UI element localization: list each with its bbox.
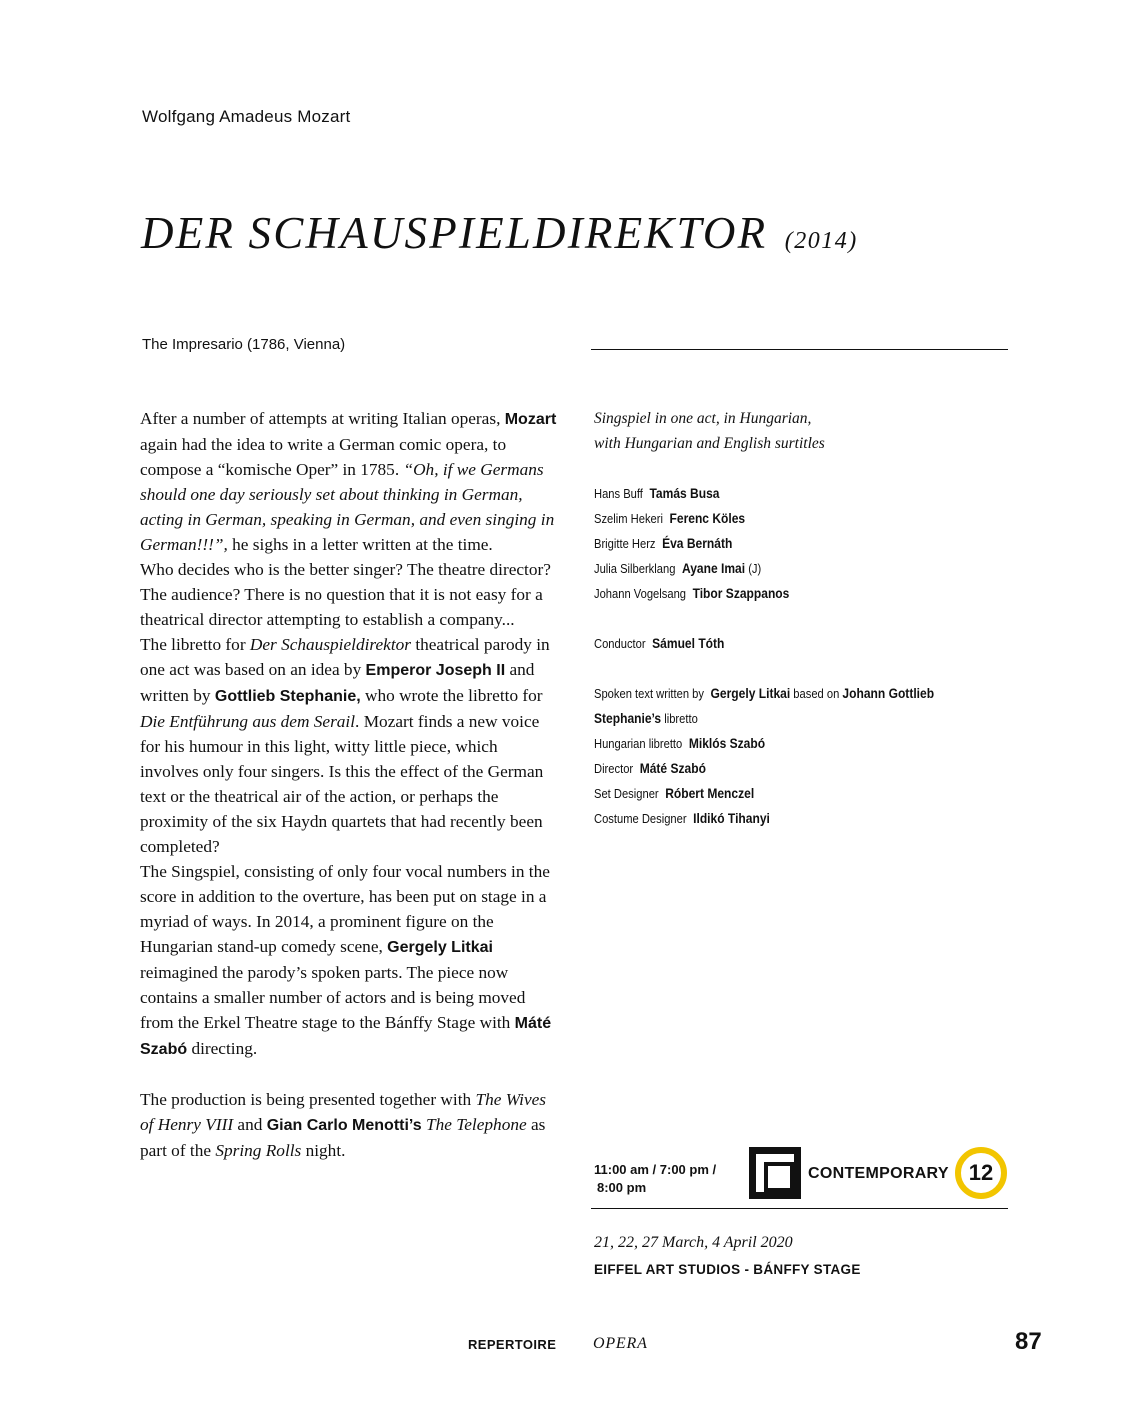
genre-line-1: Singspiel in one act, in Hungarian, <box>594 410 812 427</box>
text-run: and written by <box>140 660 535 705</box>
page-title <box>141 207 858 259</box>
italic-text: Die Entführung aus dem Serail <box>140 712 356 731</box>
description-body <box>140 406 560 1163</box>
italic-text: The Telephone <box>426 1115 527 1134</box>
cast-role: Szelim Hekeri <box>594 511 663 526</box>
cast-name: Éva Bernáth <box>662 535 733 551</box>
crew-row <box>594 731 934 756</box>
spoken-text-source: Johann Gottlieb <box>842 685 935 701</box>
text-run: After a number of attempts at writing Italian operas, <box>140 409 505 428</box>
page-number: 87 <box>1015 1328 1042 1355</box>
cast-name: Ferenc Köles <box>669 510 746 526</box>
emphasized-name: Gergely Litkai <box>387 939 493 956</box>
body-paragraph-3 <box>140 632 560 859</box>
conductor-credit <box>594 631 724 656</box>
emphasized-name: Mozart <box>504 411 557 428</box>
top-divider <box>591 349 1008 350</box>
venue: EIFFEL ART STUDIOS - BÁNFFY STAGE <box>594 1262 861 1277</box>
crew-role: Set Designer <box>594 786 659 801</box>
text-run: directing. <box>187 1039 258 1058</box>
spoken-text-prefix: Spoken text written by <box>594 686 704 701</box>
performance-dates: 21, 22, 27 March, 4 April 2020 <box>594 1234 793 1251</box>
crew-name: Máté Szabó <box>639 760 706 776</box>
text-run: night. <box>301 1141 346 1160</box>
spoken-text-middle: based on <box>793 686 840 701</box>
body-paragraph-5 <box>140 1087 560 1163</box>
cast-name: Ayane Imai <box>681 560 746 576</box>
spoken-text-credit-cont <box>594 706 934 731</box>
crew-role: Costume Designer <box>594 811 687 826</box>
emphasized-name: Gian Carlo Menotti’s <box>266 1117 422 1134</box>
text-run: he sighs in a letter written at the time. <box>227 535 493 554</box>
subtitle: The Impresario (1786, Vienna) <box>142 336 346 353</box>
cast-role: Brigitte Herz <box>594 536 656 551</box>
italic-text: “Oh, if we Germans should one day seriously set about thinking in German, acting in German, speaking in German, and even singing in German!!!”, <box>140 460 555 554</box>
showtimes-line-2: 8:00 pm <box>597 1180 647 1195</box>
spoken-text-source-2: Stephanie’s <box>594 710 662 726</box>
emphasized-name: Máté Szabó <box>140 1015 552 1058</box>
square-in-square-icon <box>749 1147 801 1199</box>
body-paragraph-1 <box>140 406 560 557</box>
spoken-text-suffix: libretto <box>664 711 698 726</box>
body-paragraph-2 <box>140 557 560 632</box>
crew-list <box>594 681 934 831</box>
showtimes <box>594 1161 716 1197</box>
text-run: again had the idea to write a German comic opera, to compose a “komische Oper” in 1785. <box>140 435 507 479</box>
crew-row <box>594 806 934 831</box>
age-rating-badge: 12 <box>955 1147 1007 1199</box>
cast-row <box>594 531 789 556</box>
bottom-divider <box>591 1208 1008 1209</box>
cast-role: Hans Buff <box>594 486 643 501</box>
cast-note: (J) <box>745 561 762 576</box>
body-paragraph-4 <box>140 859 560 1062</box>
italic-text: The Wives of Henry VIII <box>140 1090 547 1134</box>
text-run: The production is being presented together with <box>140 1090 476 1109</box>
text-run: reimagined the parody’s spoken parts. The piece now contains a smaller number of actors and is being moved from the Erkel Theatre stage to the Bánffy Stage with <box>140 963 526 1032</box>
cast-name: Tamás Busa <box>649 485 720 501</box>
text-run: Who decides who is the better singer? The theatre director? The audience? There is no question that it is not easy for a theatrical director attempting to establish a company... <box>140 560 551 629</box>
genre-line-2: with Hungarian and English surtitles <box>594 435 825 452</box>
spoken-text-credit <box>594 681 934 706</box>
cast-name: Tibor Szappanos <box>692 585 790 601</box>
crew-name: Ildikó Tihanyi <box>693 810 770 826</box>
text-run: The libretto for <box>140 635 250 654</box>
footer-genre: OPERA <box>593 1335 648 1352</box>
showtimes-line-1: 11:00 am / 7:00 pm / <box>594 1162 717 1177</box>
text-run: . Mozart finds a new voice for his humour in this light, witty little piece, which involves only four singers. Is this the effect of the German text or the theatrical air of the action, or perhaps the proximity of the six Haydn quartets that had recently been completed? <box>140 712 544 856</box>
conductor-role: Conductor <box>594 636 646 651</box>
genre-description <box>594 406 825 456</box>
style-label: CONTEMPORARY <box>808 1165 949 1182</box>
cast-role: Julia Silberklang <box>594 561 676 576</box>
crew-row <box>594 781 934 806</box>
italic-text: Der Schauspieldirektor <box>249 635 411 654</box>
crew-row <box>594 756 934 781</box>
spoken-text-author: Gergely Litkai <box>710 685 791 701</box>
text-run: theatrical parody in one act was based on an idea by <box>140 635 550 679</box>
emphasized-name: Emperor Joseph II <box>365 662 506 679</box>
crew-name: Miklós Szabó <box>688 735 766 751</box>
text-run: The Singspiel, consisting of only four vocal numbers in the score in addition to the overture, has been put on stage in a myriad of ways. In 2014, a prominent figure on the Hungarian stand-up comedy scene, <box>140 862 550 956</box>
footer-section: REPERTOIRE <box>468 1337 557 1352</box>
text-run: and <box>233 1115 267 1134</box>
cast-list <box>594 481 789 606</box>
crew-role: Hungarian libretto <box>594 736 683 751</box>
cast-row <box>594 581 789 606</box>
crew-name: Róbert Menczel <box>665 785 755 801</box>
emphasized-name: Gottlieb Stephanie, <box>214 688 361 705</box>
cast-row <box>594 506 789 531</box>
text-run: who wrote the libretto for <box>360 686 543 705</box>
composer-name: Wolfgang Amadeus Mozart <box>142 107 351 126</box>
crew-role: Director <box>594 761 634 776</box>
text-run: as part of the <box>140 1115 546 1160</box>
conductor-name: Sámuel Tóth <box>652 635 725 651</box>
cast-row <box>594 556 789 581</box>
italic-text: Spring Rolls <box>215 1141 302 1160</box>
title-text: DER SCHAUSPIELDIREKTOR <box>141 208 768 258</box>
title-year: (2014) <box>784 228 858 254</box>
cast-role: Johann Vogelsang <box>594 586 687 601</box>
cast-row <box>594 481 789 506</box>
